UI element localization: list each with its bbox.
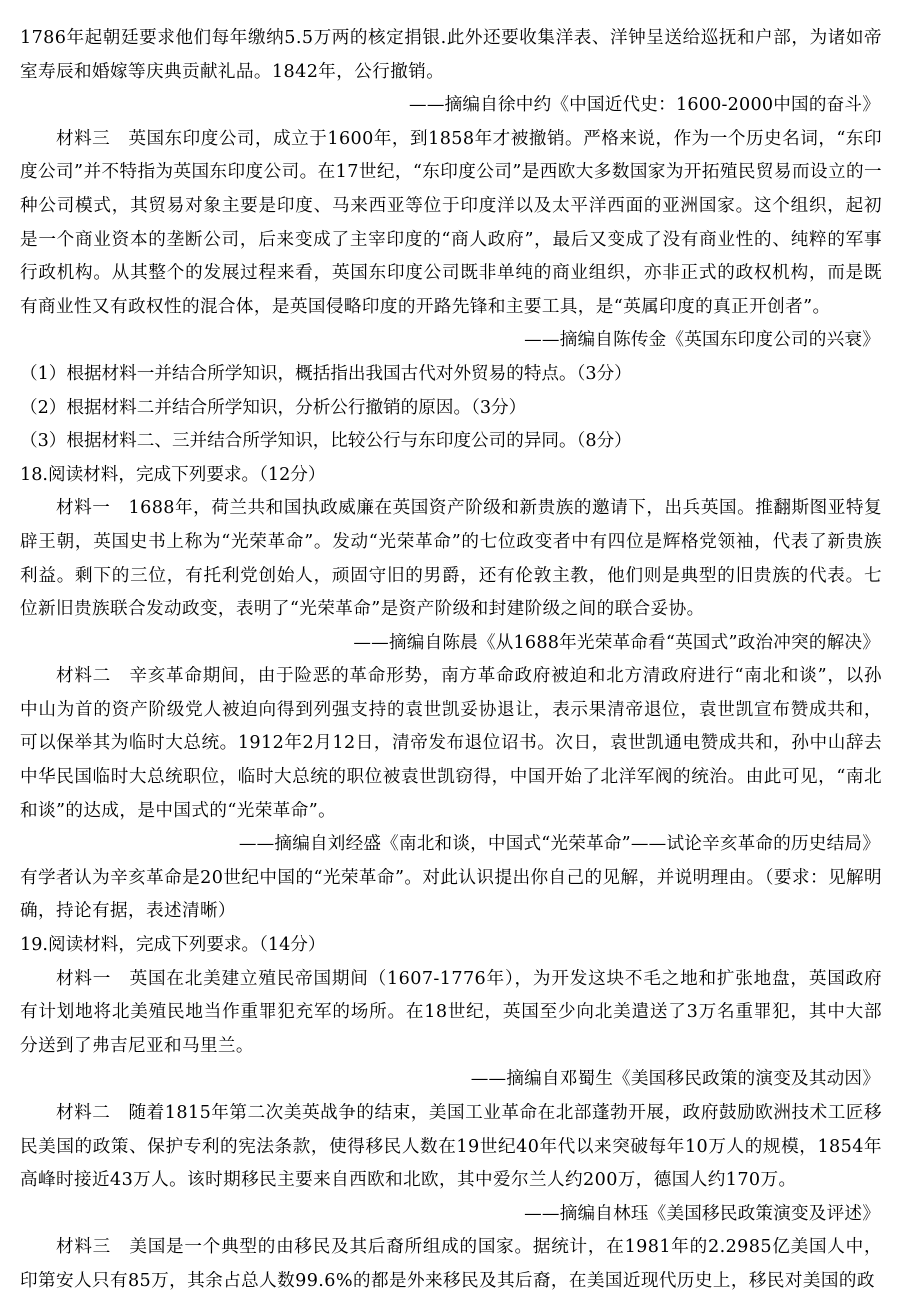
source-citation: ——摘编自邓蜀生《美国移民政策的演变及其动因》 [470,1069,880,1090]
question-item: （3）根据材料二、三并结合所学知识，比较公行与东印度公司的异同。（8分） [20,431,632,452]
question-prompt: 有学者认为辛亥革命是20世纪中国的“光荣革命”。对此认识提出你自己的见解，并说明理由。（要求：见解明确，持论有据，表述清晰） [20,867,882,922]
source-citation: ——摘编自刘经盛《南北和谈，中国式“光荣革命”——试论辛亥革命的历史结局》 [238,834,880,855]
document-page [20,22,882,1299]
paragraph-material-two: 材料二 辛亥革命期间，由于险恶的革命形势，南方革命政府被迫和北方清政府进行“南北和谈”，以孙中山为首的资产阶级党人被迫向得到列强支持的袁世凯妥协退让，表示果清帝退位，袁世凯宣布赞成共和，可以保举其为临时大总统。1912年2月12日，清帝发布退位诏书。次日，袁世凯通电赞成共和，孙中山辞去中华民国临时大总统职位，临时大总统的职位被袁世凯窃得，中国开始了北洋军阀的统治。由此可见，“南北和谈”的达成，是中国式的“光荣革命”。 [20,666,882,821]
paragraph-material-one: 材料一 1688年，荷兰共和国执政威廉在英国资产阶级和新贵族的邀请下，出兵英国。推翻斯图亚特复辟王朝，英国史书上称为“光荣革命”。发动“光荣革命”的七位政变者中有四位是辉格党领袖，代表了新贵族利益。剩下的三位，有托利党创始人，顽固守旧的男爵，还有伦敦主教，他们则是典型的旧贵族的代表。七位新旧贵族联合发动政变，表明了“光荣革命”是资产阶级和封建阶级之间的联合妥协。 [20,498,882,620]
paragraph-material-two-end: 1786年起朝廷要求他们每年缴纳5.5万两的核定捐银.此外还要收集洋表、洋钟呈送给巡抚和户部，为诸如帝室寿辰和婚嫁等庆典贡献礼品。1842年，公行撤销。 [20,28,882,82]
source-citation: ——摘编自林珏《美国移民政策演变及评述》 [524,1203,880,1224]
source-citation: ——摘编自陈传金《英国东印度公司的兴衰》 [524,330,880,351]
paragraph-material-two: 材料二 随着1815年第二次美英战争的结束，美国工业革命在北部蓬勃开展，政府鼓励欧洲技术工匠移民美国的政策、保护专利的宪法条款，使得移民人数在19世纪40年代以来突破每年10万人的规模，1854年高峰时接近43万人。该时期移民主要来自西欧和北欧，其中爱尔兰人约200万，德国人约170万。 [20,1103,882,1191]
question-heading-18: 18.阅读材料，完成下列要求。（12分） [20,464,326,485]
source-citation: ——摘编自陈晨《从1688年光荣革命看“英国式”政治冲突的解决》 [353,632,880,653]
question-item: （2）根据材料二并结合所学知识，分析公行撤销的原因。（3分） [20,397,527,418]
paragraph-material-three: 材料三 美国是一个典型的由移民及其后裔所组成的国家。据统计，在1981年的2.2985亿美国人中，印第安人只有85万，其余占总人数99.6%的都是外来移民及其后裔，在美国近现代历史上，移民对美国的政 [20,1237,882,1291]
question-heading-19: 19.阅读材料，完成下列要求。（14分） [20,935,326,956]
question-item: （1）根据材料一并结合所学知识，概括指出我国古代对外贸易的特点。（3分） [20,363,632,384]
source-citation: ——摘编自徐中约《中国近代史：1600-2000中国的奋斗》 [409,95,880,116]
paragraph-material-one: 材料一 英国在北美建立殖民帝国期间（1607-1776年），为开发这块不毛之地和扩张地盘，英国政府有计划地将北美殖民地当作重罪犯充军的场所。在18世纪，英国至少向北美遣送了3万名重罪犯，其中大部分送到了弗吉尼亚和马里兰。 [20,968,882,1056]
paragraph-material-three: 材料三 英国东印度公司，成立于1600年，到1858年才被撤销。严格来说，作为一个历史名词，“东印度公司”并不特指为英国东印度公司。在17世纪，“东印度公司”是西欧大多数国家为开拓殖民贸易而设立的一种公司模式，其贸易对象主要是印度、马来西亚等位于印度洋以及太平洋西面的亚洲国家。这个组织，起初是一个商业资本的垄断公司，后来变成了主宰印度的“商人政府”，最后又变成了没有商业性的、纯粹的军事行政机构。从其整个的发展过程来看，英国东印度公司既非单纯的商业组织，亦非正式的政权机构，而是既有商业性又有政权性的混合体，是英国侵略印度的开路先锋和主要工具，是“英属印度的真正开创者”。 [20,128,882,317]
